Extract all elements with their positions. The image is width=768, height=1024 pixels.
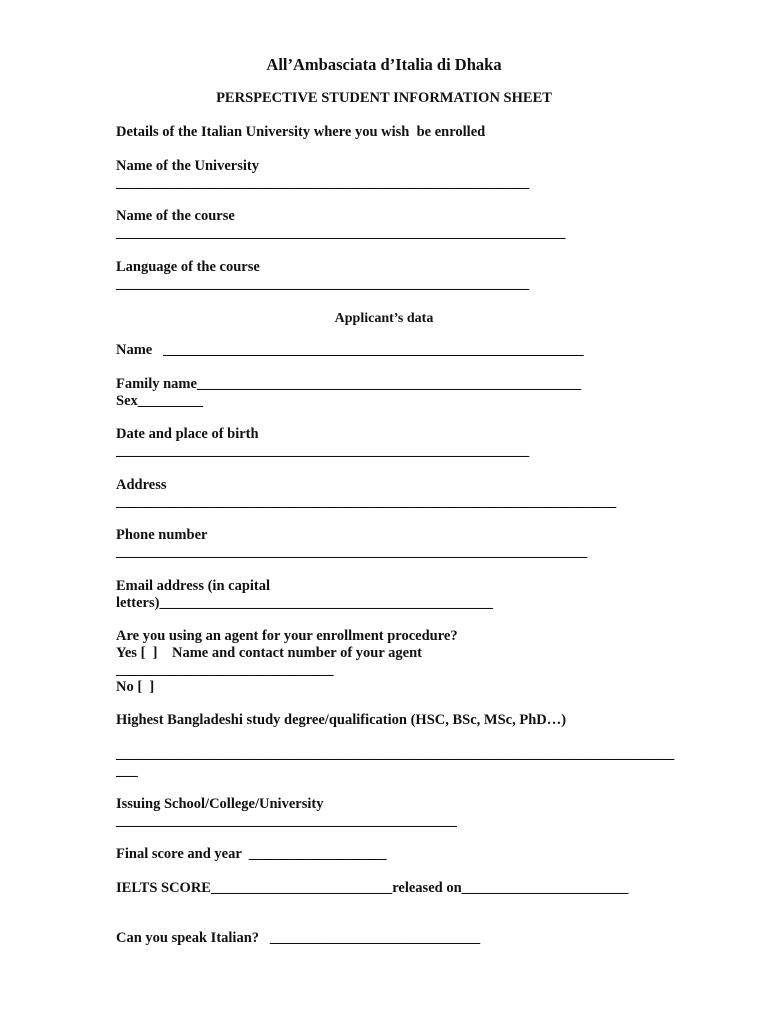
agent-question: Are you using an agent for your enrollment procedure? xyxy=(116,628,458,644)
address-line: _____________________________________________________________________ xyxy=(116,494,617,510)
applicant-name-row: Name __________________________________________________________ xyxy=(116,342,584,358)
course-name-line: ______________________________________________________________ xyxy=(116,225,566,241)
university-name-line: _________________________________________________________ xyxy=(116,175,530,191)
birth-label: Date and place of birth xyxy=(116,426,259,442)
email-label: Email address (in capital xyxy=(116,578,271,594)
agent-yes-row: Yes [ ] Name and contact number of your agent xyxy=(116,645,422,661)
agent-no-row: No [ ] xyxy=(116,679,155,695)
document-subtitle: PERSPECTIVE STUDENT INFORMATION SHEET xyxy=(216,90,552,106)
italian-speaking-row: Can you speak Italian? _____________________________ xyxy=(116,930,481,946)
phone-line: _________________________________________________________________ xyxy=(116,544,588,560)
degree-line-continued: ___ xyxy=(116,763,138,779)
final-score-row: Final score and year ___________________ xyxy=(116,846,387,862)
degree-label: Highest Bangladeshi study degree/qualification (HSC, BSc, MSc, PhD…) xyxy=(116,712,567,728)
university-name-label: Name of the University xyxy=(116,158,259,174)
agent-contact-line: ______________________________ xyxy=(116,662,334,678)
document-title: All’Ambasciata d’Italia di Dhaka xyxy=(266,55,502,74)
issuing-school-label: Issuing School/College/University xyxy=(116,796,324,812)
applicant-section-heading: Applicant’s data xyxy=(334,311,434,326)
course-language-label: Language of the course xyxy=(116,259,260,275)
family-name-row: Family name_____________________________________________________ xyxy=(116,376,582,392)
sex-row: Sex_________ xyxy=(116,393,203,409)
birth-line: _________________________________________________________ xyxy=(116,443,530,459)
course-language-line: _________________________________________________________ xyxy=(116,276,530,292)
issuing-school-line: _______________________________________________ xyxy=(116,813,457,829)
phone-label: Phone number xyxy=(116,527,208,543)
university-intro: Details of the Italian University where you wish be enrolled xyxy=(116,124,486,140)
address-label: Address xyxy=(116,477,167,493)
email-row: letters)______________________________________________ xyxy=(116,595,493,611)
degree-line: _____________________________________________________________________________ xyxy=(116,746,675,762)
course-name-label: Name of the course xyxy=(116,208,235,224)
ielts-score-row: IELTS SCORE_________________________released on_______________________ xyxy=(116,880,629,896)
